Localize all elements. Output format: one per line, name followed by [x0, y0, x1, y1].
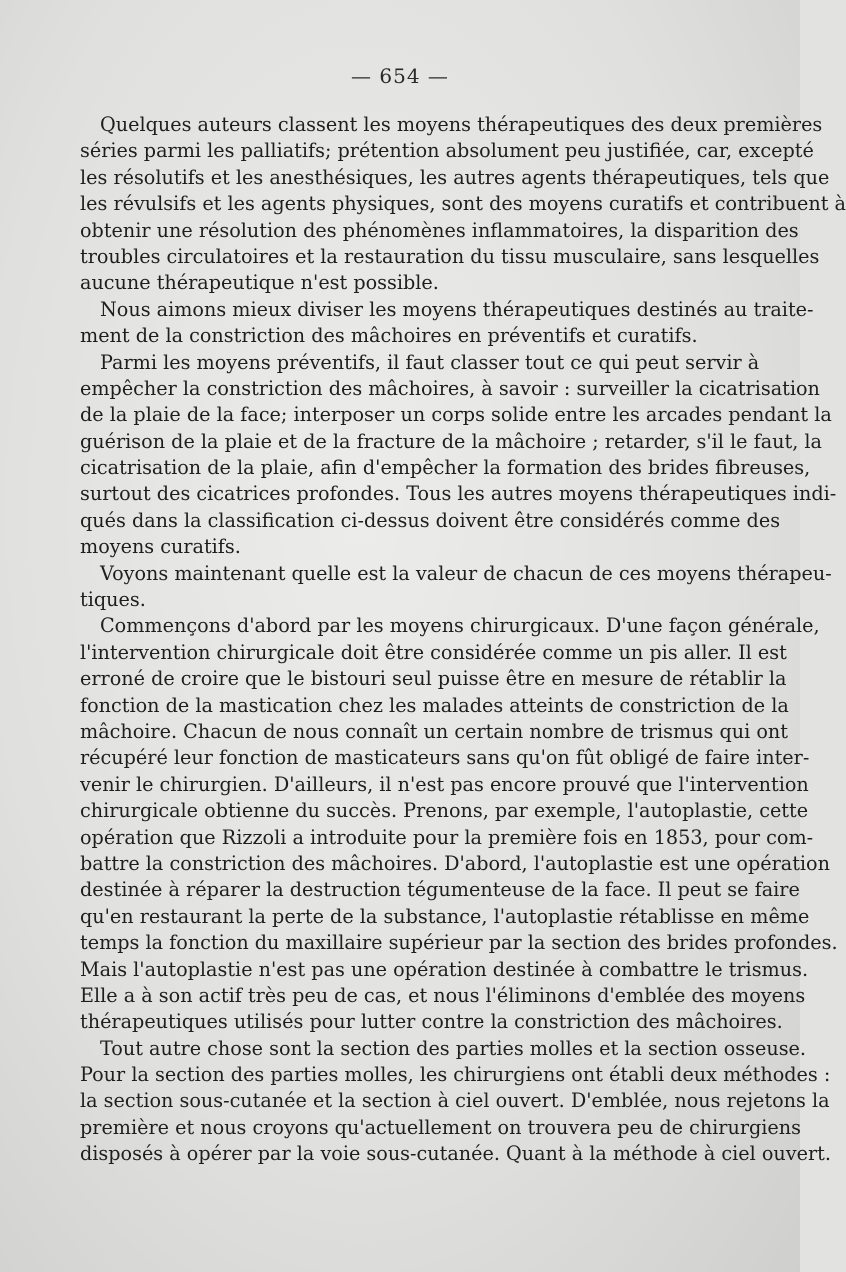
paragraph [80, 297, 814, 350]
text-line: Pour la section des parties molles, les chirurgiens ont établi deux méthodes : [80, 1063, 831, 1087]
text-line: Mais l'autoplastie n'est pas une opération destinée à combattre le trismus. [80, 957, 809, 981]
text-line: Voyons maintenant quelle est la valeur de chacun de ces moyens thérapeu- [100, 561, 832, 585]
text-line: surtout des cicatrices profondes. Tous les autres moyens thérapeutiques indi- [80, 482, 837, 506]
text-line: moyens curatifs. [80, 535, 241, 559]
text-line: Quelques auteurs classent les moyens thérapeutiques des deux premières [100, 113, 823, 136]
text-line: venir le chirurgien. D'ailleurs, il n'est pas encore prouvé que l'intervention [80, 772, 809, 796]
text-line: les résolutifs et les anesthésiques, les autres agents thérapeutiques, tels que [80, 165, 830, 189]
text-line: de la plaie de la face; interposer un corps solide entre les arcades pendant la [80, 403, 832, 427]
body-text [80, 112, 846, 1168]
text-line: Tout autre chose sont la section des parties molles et la section osseuse. [100, 1036, 807, 1060]
text-line: qu'en restaurant la perte de la substance, l'autoplastie rétablisse en même [80, 904, 810, 928]
paragraph [80, 613, 838, 1035]
text-line: Commençons d'abord par les moyens chirurgicaux. D'une façon générale, [100, 614, 820, 638]
text-line: thérapeutiques utilisés pour lutter contre la constriction des mâchoires. [80, 1010, 783, 1034]
text-line: première et nous croyons qu'actuellement on trouvera peu de chirurgiens [80, 1115, 801, 1139]
text-line: obtenir une résolution des phénomènes inflammatoires, la disparition des [80, 218, 799, 242]
text-line: mâchoire. Chacun de nous connaît un certain nombre de trismus qui ont [80, 719, 788, 743]
text-line: les révulsifs et les agents physiques, sont des moyens curatifs et contribuent à [80, 192, 846, 216]
text-line: qués dans la classification ci-dessus doivent être considérés comme des [80, 508, 781, 532]
text-line: récupéré leur fonction de masticateurs sans qu'on fût obligé de faire inter- [80, 746, 810, 770]
text-line: tiques. [80, 588, 146, 612]
text-line: aucune thérapeutique n'est possible. [80, 271, 439, 295]
text-line: opération que Rizzoli a introduite pour la première fois en 1853, pour com- [80, 825, 814, 849]
text-line: séries parmi les palliatifs; prétention absolument peu justifiée, car, excepté [80, 139, 814, 163]
paragraph [80, 350, 837, 561]
text-line: ment de la constriction des mâchoires en préventifs et curatifs. [80, 324, 698, 348]
text-line: guérison de la plaie et de la fracture de la mâchoire ; retarder, s'il le faut, la [80, 429, 822, 453]
text-line: cicatrisation de la plaie, afin d'empêcher la formation des brides fibreuses, [80, 456, 811, 480]
text-line: la section sous-cutanée et la section à ciel ouvert. D'emblée, nous rejetons la [80, 1089, 830, 1113]
text-line: battre la constriction des mâchoires. D'abord, l'autoplastie est une opération [80, 851, 830, 875]
text-line: erroné de croire que le bistouri seul puisse être en mesure de rétablir la [80, 667, 787, 691]
text-line: Parmi les moyens préventifs, il faut classer tout ce qui peut servir à [100, 350, 760, 374]
text-line: disposés à opérer par la voie sous-cutanée. Quant à la méthode à ciel ouvert. [80, 1142, 831, 1166]
page-number: — 654 — [351, 64, 449, 88]
text-line: chirurgicale obtienne du succès. Prenons, par exemple, l'autoplastie, cette [80, 799, 809, 823]
text-line: Nous aimons mieux diviser les moyens thérapeutiques destinés au traite- [100, 297, 814, 321]
text-line: destinée à réparer la destruction tégumenteuse de la face. Il peut se faire [80, 878, 800, 902]
text-line: troubles circulatoires et la restauration du tissu musculaire, sans lesquelles [80, 244, 820, 268]
paragraph [80, 1036, 831, 1168]
text-line: Elle a à son actif très peu de cas, et nous l'éliminons d'emblée des moyens [80, 983, 806, 1007]
paragraph [80, 561, 832, 614]
paragraph [80, 112, 846, 297]
text-line: empêcher la constriction des mâchoires, à savoir : surveiller la cicatrisation [80, 376, 820, 400]
text-line: l'intervention chirurgicale doit être considérée comme un pis aller. Il est [80, 640, 787, 664]
text-line: temps la fonction du maxillaire supérieur par la section des brides profondes. [80, 931, 838, 955]
text-line: fonction de la mastication chez les malades atteints de constriction de la [80, 693, 789, 717]
